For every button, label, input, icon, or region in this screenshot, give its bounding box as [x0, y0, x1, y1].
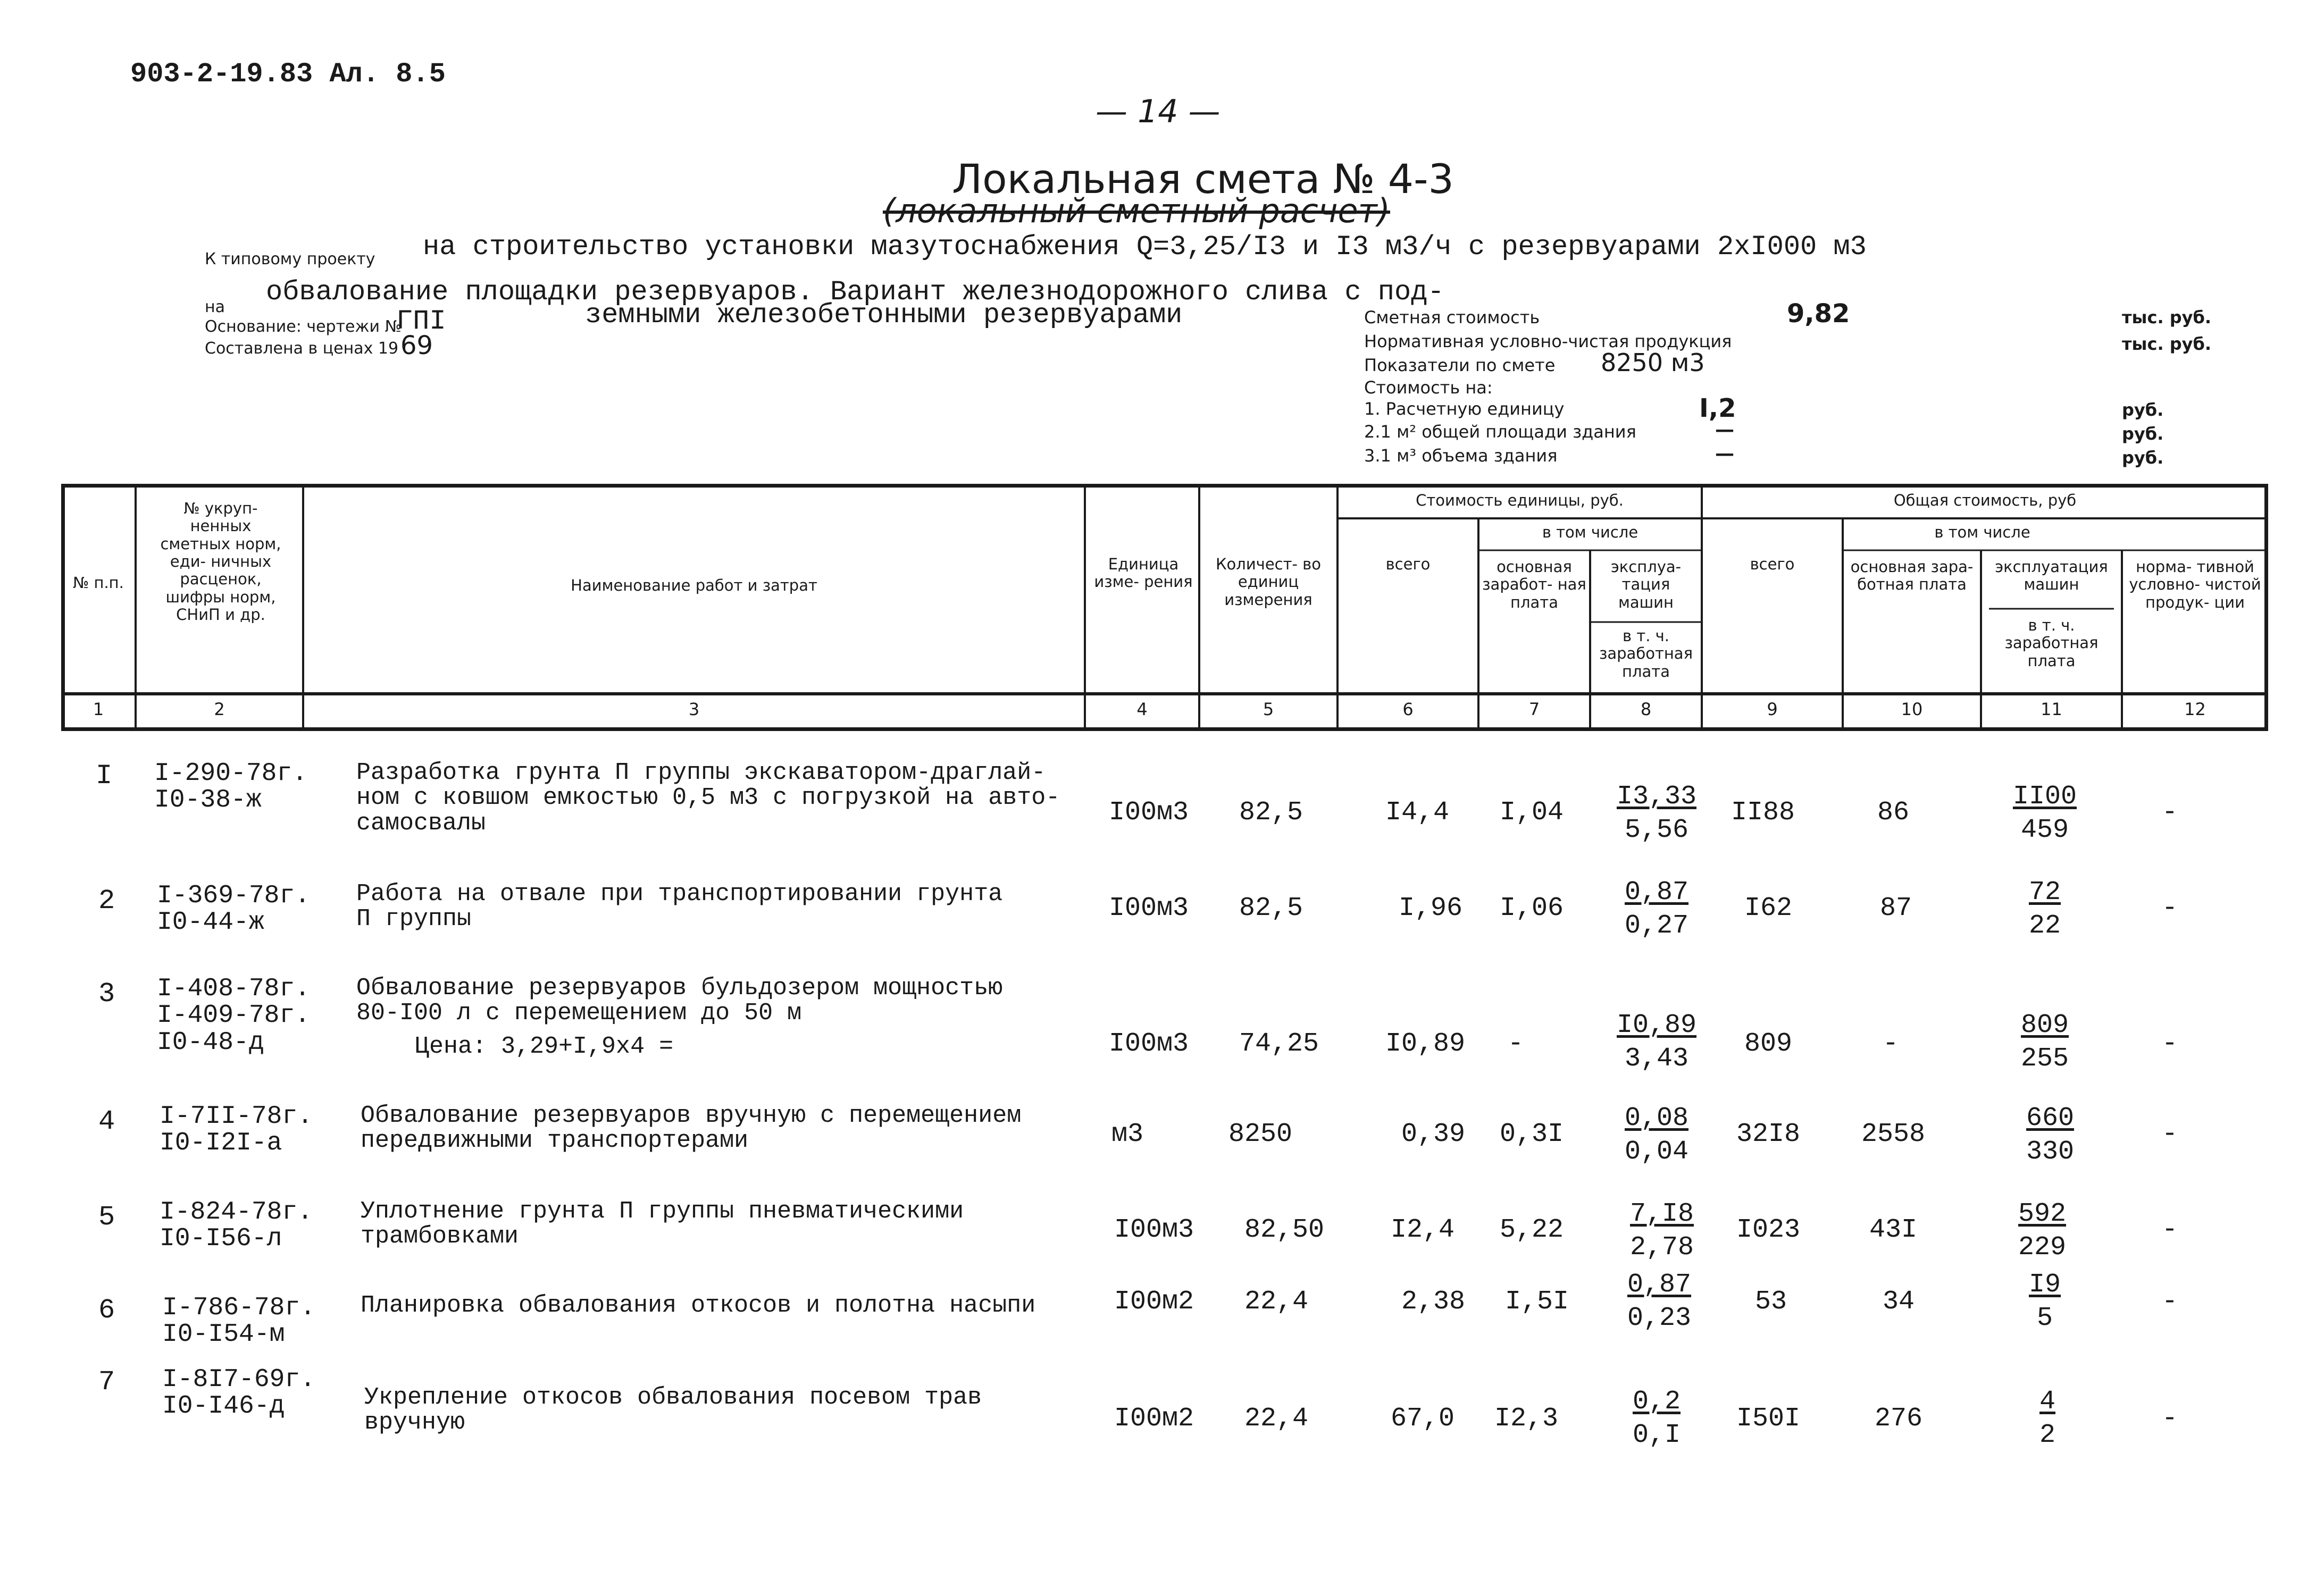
header-col-mach: эксплуа- тация машин — [1610, 558, 1682, 611]
basis-label: Основание: чертежи № — [205, 317, 402, 336]
item2-label: 2.1 м² общей площади здания — [1364, 422, 1636, 442]
row-norm: - — [2162, 1404, 2178, 1434]
colnum-5: 5 — [1263, 699, 1274, 719]
header-col-t-mach: эксплуатация машин — [1995, 558, 2108, 594]
row-t-total: II88 — [1731, 797, 1795, 828]
row-code: I-8I7-69г. I0-I46-д — [162, 1365, 316, 1421]
row-t-wage: 86 — [1877, 797, 1910, 828]
cost-value: 9,82 — [1787, 299, 1850, 329]
row-qty: 82,5 — [1239, 797, 1303, 828]
row-unit: I00м2 — [1114, 1404, 1194, 1434]
row-number: 7 — [98, 1366, 115, 1398]
colnum-4: 4 — [1136, 699, 1148, 719]
row-t-wage: 34 — [1883, 1287, 1915, 1317]
row-mach: 0,87 — [1627, 1270, 1692, 1300]
cost-unit: тыс. руб. — [2122, 307, 2212, 328]
row-t-total: 32I8 — [1736, 1119, 1801, 1149]
colnum-7: 7 — [1528, 699, 1540, 719]
row-t-wage: 2558 — [1861, 1119, 1926, 1149]
row-t-mach-wage: 2 — [2039, 1420, 2055, 1450]
table-grid-lines — [61, 484, 2268, 731]
row-code: I-824-78г. I0-I56-л — [160, 1198, 313, 1254]
row-qty: 22,4 — [1244, 1404, 1309, 1434]
row-wage: - — [1508, 1029, 1524, 1059]
item1-unit: руб. — [2122, 400, 2164, 420]
row-t-mach-fraction — [2005, 1199, 2079, 1263]
row-mach-fraction — [1611, 782, 1702, 845]
row-t-total: I50I — [1736, 1404, 1801, 1434]
colnum-6: 6 — [1402, 699, 1414, 719]
row-t-mach: II00 — [2012, 782, 2077, 812]
row-norm: - — [2162, 797, 2178, 828]
row-mach: 0,08 — [1624, 1103, 1689, 1134]
page-number: — 14 — — [1096, 93, 1220, 130]
row-mach-wage: 0,23 — [1627, 1303, 1692, 1333]
row-code: I-7II-78г. I0-I2I-а — [160, 1102, 313, 1158]
colnum-10: 10 — [1901, 699, 1923, 719]
row-mach-fraction — [1622, 1199, 1702, 1263]
row-name: Укрепление откосов обвалования посевом трав вручную — [364, 1384, 982, 1437]
row-norm: - — [2162, 1215, 2178, 1245]
row-norm: - — [2162, 1029, 2178, 1059]
header-col-wage: основная заработ- ная плата — [1482, 558, 1586, 611]
row-mach: I0,89 — [1616, 1010, 1697, 1040]
row-mach-fraction — [1617, 1270, 1702, 1333]
row-wage: I2,3 — [1494, 1404, 1559, 1434]
row-mach: 0,87 — [1624, 877, 1689, 908]
row-name: Уплотнение грунта П группы пневматическими трамбовками — [361, 1198, 964, 1250]
on-text: обвалование площадки резервуаров. Вариант железнодорожного слива с под- — [266, 276, 1444, 308]
row-number: I — [96, 760, 113, 792]
row-t-wage: - — [1883, 1029, 1899, 1059]
page-title: Локальная смета № 4-3 — [952, 155, 1454, 203]
header-group-total-incl: в том числе — [1934, 523, 2030, 541]
indicators-value: 8250 м3 — [1601, 348, 1705, 377]
row-unit: I00м3 — [1109, 797, 1189, 828]
row-code: I-369-78г. I0-44-ж — [157, 881, 311, 937]
row-t-mach: I9 — [2028, 1270, 2061, 1300]
colnum-2: 2 — [214, 699, 225, 719]
row-t-mach-wage: 330 — [2026, 1137, 2074, 1167]
header-col-unit: Единица изме- рения — [1094, 555, 1193, 591]
row-name: Работа на отвале при транспортировании грунта П группы — [356, 880, 1003, 933]
row-mach: 0,2 — [1632, 1387, 1681, 1417]
prices-label: Составлена в ценах 19 — [205, 339, 399, 358]
header-col-t-wage: основная зара- ботная плата — [1850, 558, 1974, 594]
header-col-num: № п.п. — [73, 574, 124, 592]
colnum-11: 11 — [2041, 699, 2062, 719]
row-mach-wage: 0,I — [1632, 1420, 1681, 1450]
item1-value: I,2 — [1699, 393, 1736, 423]
row-mach-wage: 2,78 — [1629, 1232, 1694, 1263]
row-wage: I,06 — [1500, 893, 1564, 923]
header-col-mach-wage: в т. ч. заработная плата — [1599, 627, 1693, 681]
row-unit: I00м3 — [1114, 1215, 1194, 1245]
row-total: I0,89 — [1385, 1029, 1466, 1059]
row-number: 6 — [98, 1295, 115, 1326]
row-code: I-786-78г. I0-I54-м — [162, 1294, 316, 1349]
row-t-total: 809 — [1744, 1029, 1793, 1059]
document-number: 903-2-19.83 Ал. 8.5 — [130, 58, 446, 90]
row-t-mach: 4 — [2039, 1387, 2055, 1417]
row-mach-wage: 0,27 — [1624, 911, 1689, 941]
row-t-mach-wage: 5 — [2036, 1303, 2053, 1333]
row-total: I,96 — [1399, 893, 1463, 923]
row-t-mach: 809 — [2020, 1010, 2069, 1040]
row-number: 3 — [98, 978, 115, 1010]
row-unit: м3 — [1111, 1119, 1144, 1149]
header-col-qty: Количест- во единиц измерения — [1215, 555, 1322, 609]
row-mach-fraction — [1611, 877, 1702, 941]
per-label: Стоимость на: — [1364, 377, 1493, 398]
row-wage: 0,3I — [1500, 1119, 1564, 1149]
row-mach-fraction — [1622, 1387, 1691, 1450]
row-qty: 82,5 — [1239, 893, 1303, 923]
row-qty: 74,25 — [1239, 1029, 1319, 1059]
row-t-mach: 72 — [2028, 877, 2061, 908]
row-t-mach-fraction — [2000, 782, 2090, 845]
row-t-mach-fraction — [2026, 1387, 2069, 1450]
row-mach-wage: 5,56 — [1624, 815, 1689, 845]
row-unit: I00м2 — [1114, 1287, 1194, 1317]
row-mach: I3,33 — [1616, 782, 1697, 812]
row-t-mach-fraction — [2021, 1270, 2069, 1333]
indicators-label: Показатели по смете — [1364, 355, 1556, 375]
row-wage: I,04 — [1500, 797, 1564, 828]
project-text: на строительство установки мазутоснабжения Q=3,25/I3 и I3 м3/ч с резервуарами 2хI000 м3 — [423, 231, 1867, 263]
row-t-mach-wage: 229 — [2018, 1232, 2066, 1263]
basis-continuation: земными железобетонными резервуарами — [585, 299, 1183, 331]
row-mach: 7,I8 — [1629, 1199, 1694, 1229]
row-mach-fraction — [1611, 1010, 1702, 1074]
row-norm: - — [2162, 1119, 2178, 1149]
header-col-total: всего — [1385, 555, 1431, 573]
row-wage: 5,22 — [1500, 1215, 1564, 1245]
row-norm: - — [2162, 893, 2178, 923]
row-number: 2 — [98, 885, 115, 917]
norm-unit: тыс. руб. — [2122, 334, 2212, 354]
header-col-code: № укруп- ненных сметных норм, еди- ничных расценок, шифры норм, СНиП и др. — [160, 499, 281, 624]
row-t-wage: 87 — [1880, 893, 1912, 923]
row-mach-fraction — [1611, 1103, 1702, 1167]
header-col-norm: норма- тивной условно- чистой продук- ции — [2129, 558, 2261, 611]
row-price-note: Цена: 3,29+I,9х4 = — [415, 1033, 674, 1060]
row-t-total: I62 — [1744, 893, 1793, 923]
row-norm: - — [2162, 1287, 2178, 1317]
row-total: 0,39 — [1401, 1119, 1466, 1149]
row-name: Планировка обвалования откосов и полотна насыпи — [361, 1292, 1036, 1319]
row-name: Обвалование резервуаров бульдозером мощностью 80-I00 л с перемещением до 50 м — [356, 975, 1003, 1027]
header-col-t-total: всего — [1750, 555, 1795, 573]
item1-label: 1. Расчетную единицу — [1364, 399, 1565, 419]
row-wage: I,5I — [1505, 1287, 1569, 1317]
row-total: I4,4 — [1385, 797, 1450, 828]
row-t-mach-wage: 22 — [2028, 911, 2061, 941]
norm-label: Нормативная условно-чистая продукция — [1364, 331, 1732, 351]
row-total: I2,4 — [1391, 1215, 1455, 1245]
row-code: I-408-78г. I-409-78г. I0-48-д — [157, 975, 311, 1057]
on-label: на — [205, 298, 225, 316]
colnum-12: 12 — [2184, 699, 2206, 719]
item3-value: — — [1715, 443, 1734, 465]
cost-label: Сметная стоимость — [1364, 307, 1540, 328]
row-total: 67,0 — [1391, 1404, 1455, 1434]
row-t-total: 53 — [1755, 1287, 1787, 1317]
row-t-mach: 592 — [2018, 1199, 2066, 1229]
row-number: 5 — [98, 1202, 115, 1233]
row-t-total: I023 — [1736, 1215, 1801, 1245]
header-group-unit-cost: Стоимость единицы, руб. — [1416, 491, 1624, 509]
colnum-1: 1 — [93, 699, 104, 719]
row-number: 4 — [98, 1106, 115, 1137]
row-t-mach: 660 — [2026, 1103, 2074, 1134]
item3-unit: руб. — [2122, 448, 2164, 468]
item3-label: 3.1 м³ объема здания — [1364, 446, 1558, 466]
row-qty: 82,50 — [1244, 1215, 1325, 1245]
table-header — [61, 484, 2268, 731]
row-mach-wage: 3,43 — [1624, 1044, 1689, 1074]
project-label: К типовому проекту — [205, 250, 375, 268]
row-t-mach-wage: 255 — [2020, 1044, 2069, 1074]
row-total: 2,38 — [1401, 1287, 1466, 1317]
item2-value: — — [1715, 419, 1734, 441]
row-code: I-290-78г. I0-38-ж — [154, 759, 308, 815]
row-t-wage: 43I — [1869, 1215, 1918, 1245]
basis-value: ГПI — [396, 306, 446, 337]
row-qty: 22,4 — [1244, 1287, 1309, 1317]
row-qty: 8250 — [1228, 1119, 1293, 1149]
row-name: Разработка грунта П группы экскаватором-драглай- ном с ковшом емкостью 0,5 м3 с погрузкой на авто- самосвалы — [356, 759, 1060, 837]
item2-unit: руб. — [2122, 424, 2164, 444]
colnum-8: 8 — [1640, 699, 1652, 719]
row-t-mach-wage: 459 — [2020, 815, 2069, 845]
header-col-t-mach-wage: в т. ч. заработная плата — [2004, 616, 2099, 670]
row-unit: I00м3 — [1109, 893, 1189, 923]
row-mach-wage: 0,04 — [1624, 1137, 1689, 1167]
header-col-name: Наименование работ и затрат — [571, 576, 817, 594]
colnum-9: 9 — [1767, 699, 1778, 719]
row-t-mach-fraction — [2005, 1103, 2095, 1167]
colnum-3: 3 — [688, 699, 700, 719]
header-group-unit-incl: в том числе — [1542, 523, 1638, 541]
row-unit: I00м3 — [1109, 1029, 1189, 1059]
row-t-mach-fraction — [2010, 877, 2079, 941]
header-group-total-cost: Общая стоимость, руб — [1893, 491, 2077, 509]
row-t-wage: 276 — [1875, 1404, 1923, 1434]
page-subtitle: (локальный сметный расчет) — [883, 191, 1390, 230]
row-name: Обвалование резервуаров вручную с перемещением передвижными транспортерами — [361, 1102, 1022, 1155]
prices-year: 69 — [400, 331, 433, 360]
row-t-mach-fraction — [2000, 1010, 2090, 1074]
